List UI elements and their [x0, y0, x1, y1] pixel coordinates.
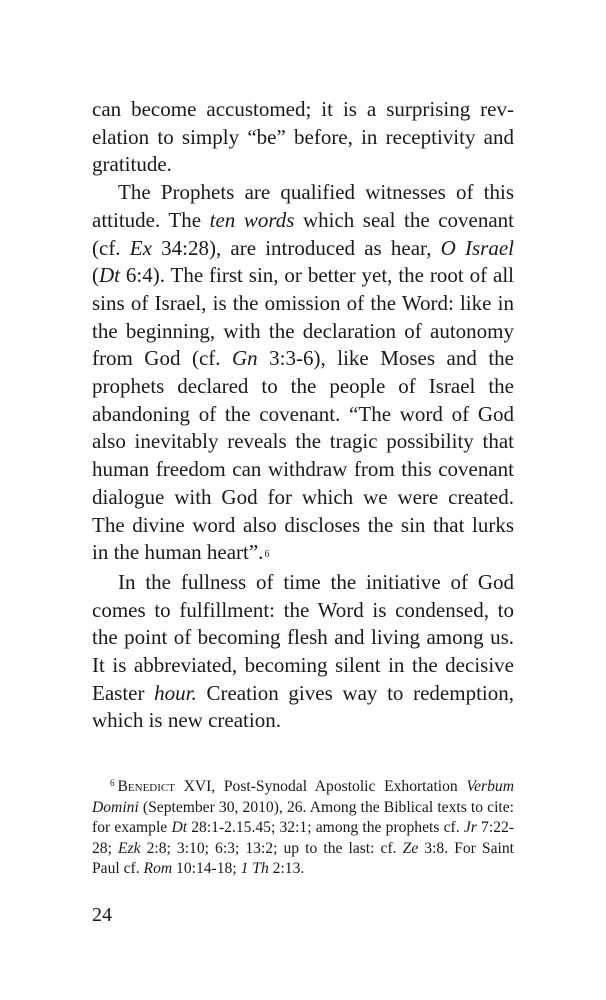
text-run: In the fullness of time the initiative of God comes to fulfillment: the Word is condensed, to the point of becoming flesh and living among us. It is abbreviated, becoming silent in the decisive Easter [92, 569, 514, 705]
small-caps-text: Benedict [117, 778, 175, 795]
text-run: 3:3-6), like Moses and the prophets declared to the people of Israel the abandoning of the covenant. “The word of God also inevitably reveals the tragic possibility that human freedom can withdraw from this covenant dialogue with God for which we were created. The divine word also discloses the sin that lurks in the human heart”. [92, 346, 515, 565]
paragraph [92, 179, 514, 569]
italic-text: Ze [402, 839, 419, 857]
paragraph [92, 96, 514, 179]
text-run: can become accustomed; it is a surprising revelation to simply “be” before, in receptivity and gratitude. [92, 97, 514, 177]
paragraph [92, 569, 514, 735]
text-run: 3:8. For Saint Paul cf. [92, 839, 514, 877]
italic-text: O Israel [440, 235, 514, 260]
italic-text: Dt [171, 819, 188, 836]
text-run: The Prophets are qualified witnesses of this attitude. The [92, 180, 514, 232]
text-run: XVI, Post-Synodal Apostolic Exhortation [174, 778, 467, 795]
text-run: 10:14-18; [172, 860, 241, 877]
text-run: which seal the covenant (cf. [92, 207, 515, 260]
page-number: 24 [92, 904, 112, 926]
italic-text: hour. [154, 680, 197, 705]
footnote-reference: 6 [264, 549, 270, 561]
italic-text: Rom [143, 860, 173, 877]
text-run: (September 30, 2010), 26. Among the Biblical texts to cite: for example [92, 798, 514, 836]
text-run: 34:28), are introduced as hear, [151, 235, 441, 260]
italic-text: Ex [129, 235, 152, 260]
italic-text: 1 Th [240, 860, 269, 877]
text-run: ( [92, 263, 99, 288]
footnote-text [92, 773, 514, 880]
body-text [92, 96, 514, 735]
text-run: Creation gives way to redemption, which is new creation. [92, 680, 514, 733]
text-run: 2:13. [268, 860, 305, 877]
text-run: 6:4). The first sin, or better yet, the root of all sins of Israel, is the omission of the Word: like in the beginning, with the declaration of autonomy from God (cf. [92, 263, 514, 371]
text-run: 2:8; 3:10; 6:3; 13:2; up to the last: cf. [140, 839, 403, 857]
footnote-body [92, 778, 514, 877]
italic-text: Verbum Domini [92, 778, 514, 816]
italic-text: Ezk [118, 839, 141, 857]
footnote-mark: 6 [110, 778, 115, 788]
italic-text: Dt [99, 263, 120, 288]
italic-text: Gn [232, 346, 258, 371]
italic-text: Jr [463, 819, 477, 836]
footnote [92, 773, 514, 880]
text-run: 7:22-28; [92, 819, 514, 857]
italic-text: ten words [209, 207, 295, 232]
text-run: 28:1-2.15.45; 32:1; among the prophets cf. [187, 819, 464, 836]
